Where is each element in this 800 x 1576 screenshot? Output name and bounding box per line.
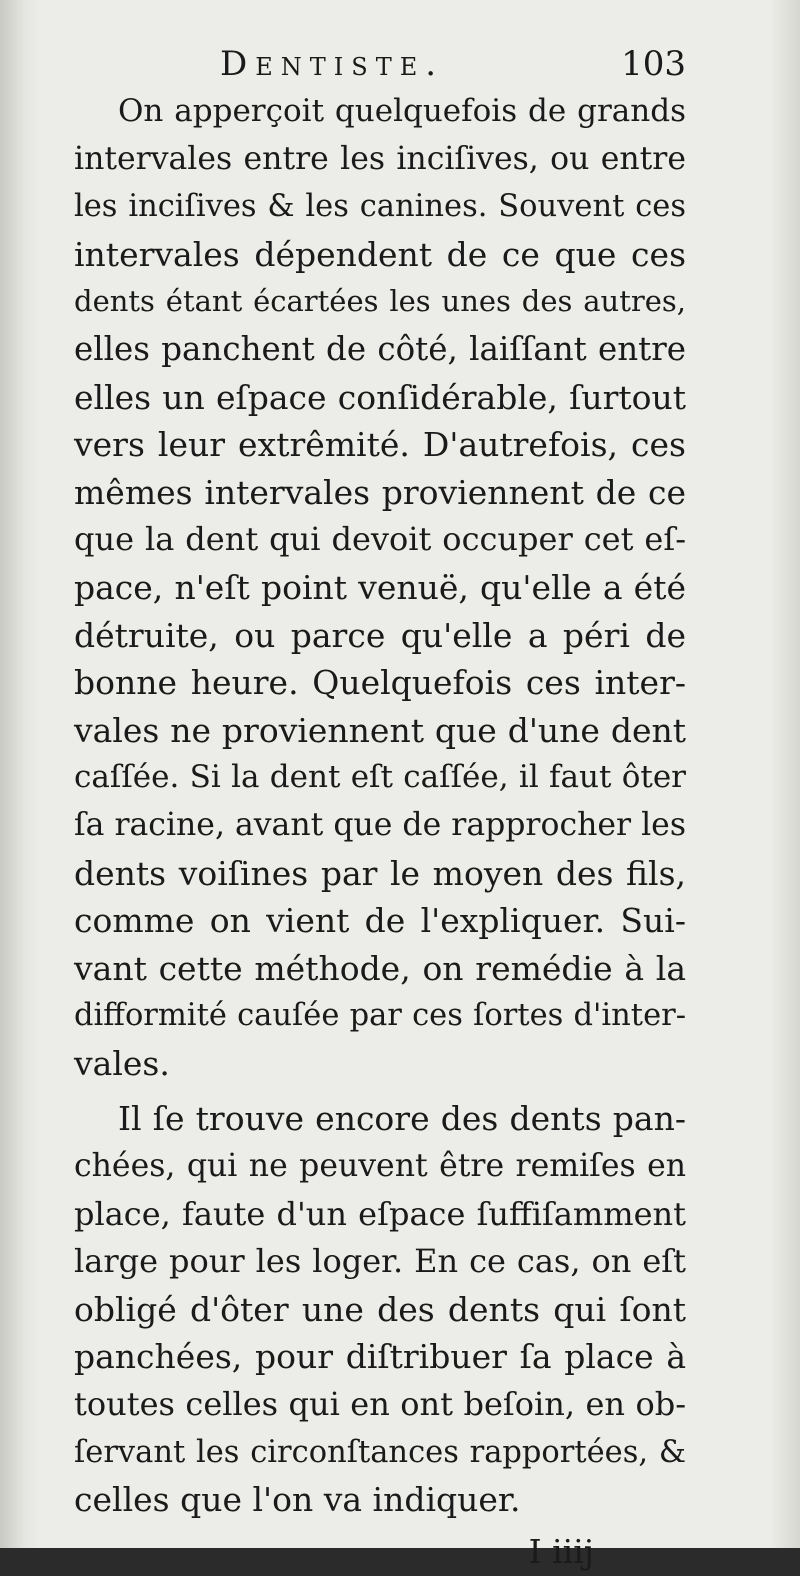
text-line: chées, qui ne peuvent être remiſes en [74,1148,686,1185]
text-line: elles panchent de côté, laiſſant entre [74,329,686,368]
text-line: ſa racine, avant que de rapprocher les [74,806,686,843]
text-line: vales. [74,1043,170,1083]
running-head [74,40,686,88]
text-line: ſervant les circonſtances rapportées, & [74,1434,686,1470]
text-line: large pour les loger. En ce cas, on eſt [74,1242,686,1281]
text-line: Il ſe trouve encore des dents pan- [118,1099,686,1139]
page-number: 103 [621,44,686,84]
signature-mark: I iiij [528,1531,594,1571]
text-line: détruite, ou parce qu'elle a péri de [74,615,686,655]
text-line: les inciſives & les canines. Souvent ces [74,189,686,225]
running-title: Dentiste. [220,44,445,84]
text-line: vers leur extrêmité. D'autrefois, ces [74,425,686,465]
text-line: bonne heure. Quelquefois ces inter- [74,663,686,703]
paragraph-gap [74,1087,686,1095]
text-line: dents étant écartées les unes des autres, [74,284,686,319]
text-line: On apperçoit quelquefois de grands [118,93,686,129]
text-line: que la dent qui devoit occuper cet eſ- [74,520,686,559]
paragraph-2 [74,1095,686,1523]
text-line: panchées, pour diſtribuer ſa place à [74,1337,686,1377]
page-edge-shadow [770,0,800,1548]
text-line: dents voiſines par le moyen des fils, [74,853,686,893]
text-line: comme on vient de l'expliquer. Sui- [74,901,686,941]
text-line: intervales entre les inciſives, ou entre [74,140,686,177]
text-block [74,40,686,1576]
text-line: elles un eſpace conſidérable, ſurtout [74,377,686,417]
text-line: caſſée. Si la dent eſt caſſée, il faut ôter [74,759,686,796]
text-line: mêmes intervales proviennent de ce [74,472,686,512]
paragraph-1 [74,88,686,1087]
text-line: pace, n'eſt point venuë, qu'elle a été [74,567,686,607]
text-line: difformité cauſée par ces ſortes d'inter- [74,998,686,1034]
text-line: toutes celles qui en ont beſoin, en ob- [74,1385,686,1424]
catchword-row [74,1528,686,1576]
text-line: intervales dépendent de ce que ces [74,234,686,274]
text-line: obligé d'ôter une des dents qui ſont [74,1289,686,1329]
text-line: vant cette méthode, on remédie à la [74,948,686,988]
text-line: vales ne proviennent que d'une dent [74,710,686,750]
text-line: celles que l'on va indiquer. [74,1480,521,1520]
text-line: place, faute d'un eſpace ſuffiſamment [74,1194,686,1233]
binding-shadow [0,0,40,1548]
